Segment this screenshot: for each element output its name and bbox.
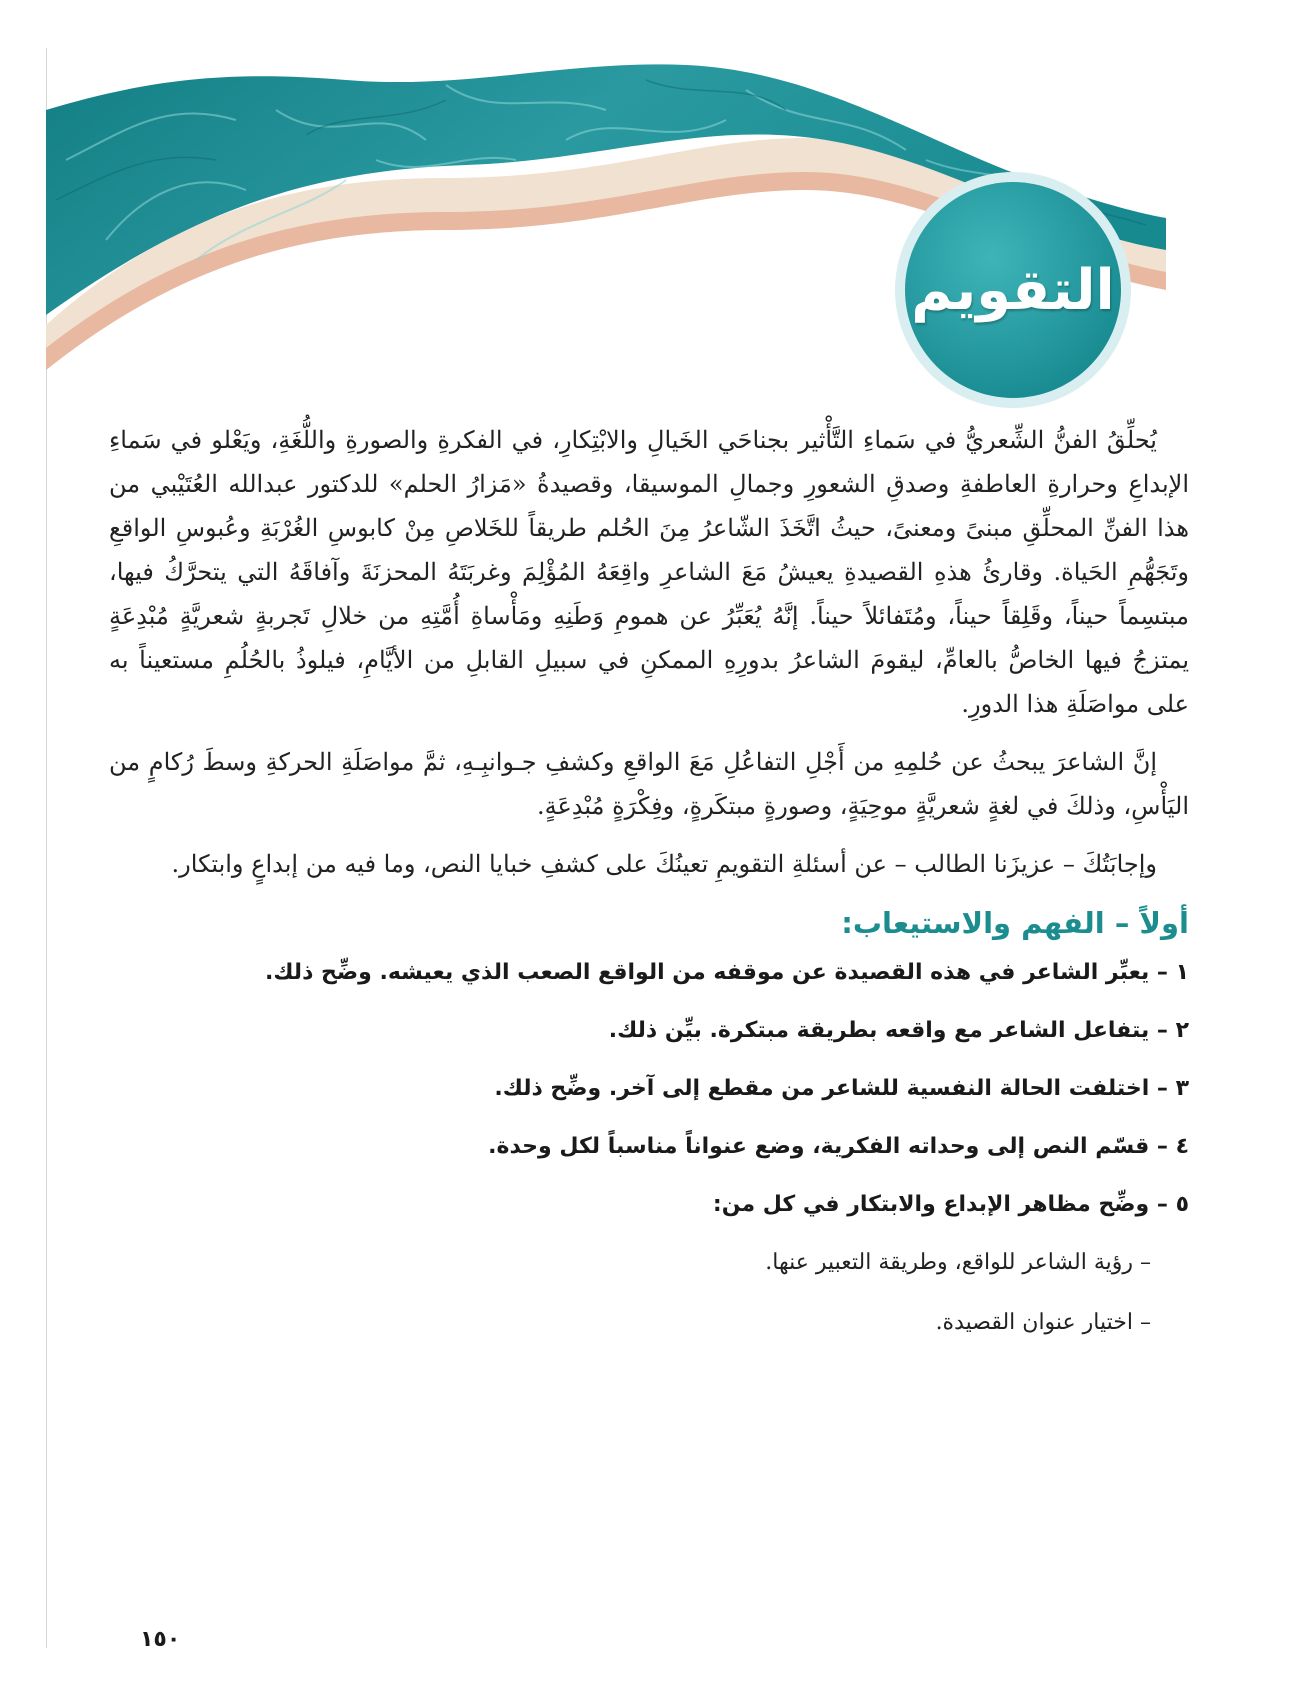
sub-item-2: – اختيار عنوان القصيدة. <box>935 1310 1151 1335</box>
question-1: ١ – يعبِّر الشاعر في هذه القصيدة عن موقفه من الواقع الصعب الذي يعيشه. وضِّح ذلك. <box>264 960 1189 985</box>
intro-paragraph-3: وإجابَتُكَ – عزيزَنا الطالب – عن أسئلةِ التقويمِ تعينُكَ على كشفِ خبايا النص، وما فيه من إبداعٍ وابتكار. <box>171 850 1157 878</box>
intro-paragraph-2: إنَّ الشاعرَ يبحثُ عن حُلمِهِ من أَجْلِ التفاعُلِ مَعَ الواقعِ وكشفِ جـوانبِـهِ، ثمَّ مواصَلَةِ الحركةِ وسطَ رُكامٍ من اليَأْسِ، وذلكَ في لغةٍ شعريَّةٍ موحِيَةٍ، وصورةٍ مبتكَرةٍ، وفِكْرَةٍ مُبْدِعَةٍ. <box>109 748 1189 820</box>
question-4: ٤ – قسّم النص إلى وحداته الفكرية، وضع عنواناً مناسباً لكل وحدة. <box>488 1134 1189 1159</box>
question-3: ٣ – اختلفت الحالة النفسية للشاعر من مقطع إلى آخر. وضِّح ذلك. <box>494 1076 1189 1101</box>
sub-item-1: – رؤية الشاعر للواقع، وطريقة التعبير عنها. <box>765 1250 1151 1275</box>
question-5: ٥ – وضِّح مظاهر الإبداع والابتكار في كل من: <box>712 1192 1189 1217</box>
question-5-sub-items <box>109 1248 1189 1338</box>
question-2: ٢ – يتفاعل الشاعر مع واقعه بطريقة مبتكرة. بيِّن ذلك. <box>608 1018 1189 1043</box>
intro-paragraph-1: يُحلِّقُ الفنُّ الشِّعريُّ في سَماءِ التَّأْثير بجناحَي الخَيالِ والابْتِكارِ، في الفكرةِ والصورةِ واللُّغَةِ، ويَعْلو في سَماءِ الإبداعِ وحرارةِ العاطفةِ وصدقِ الشعورِ وجمالِ الموسيقا، وقصيدةُ «مَزارُ الحلم» للدكتور عبدالله العُتَيْبي من هذا الفنِّ المحلِّقِ مبنىً ومعنىً، حيثُ اتَّخَذَ الشّاعرُ مِنَ الحُلم طريقاً للخَلاصِ مِنْ كابوسِ الغُرْبَةِ وعُبوسِ الواقعِ وتَجَهُّمِ الحَياة. وقارئُ هذهِ القصيدةِ يعيشُ مَعَ الشاعرِ واقِعَهُ المُؤْلِمَ وغربَتَهُ المحزنَةَ وآفاقَهُ التي يتحرَّكُ فيها، مبتسِماً حيناً، وقَلِقاً حيناً، ومُتَفائلاً حيناً. إنَّهُ يُعَبِّرُ عن همومِ وَطَنِهِ ومَأْساةِ أُمَّتِهِ من خلالِ تَجربةٍ شعريَّةٍ مُبْدِعَةٍ يمتزجُ فيها الخاصُّ بالعامِّ، ليقومَ الشاعرُ بدورِهِ الممكنِ في سبيلِ القابلِ من الأيَّامِ، فيلوذُ بالحُلُمِ مستعيناً به على مواصَلَةِ هذا الدورِ. <box>109 426 1189 718</box>
page-title: التقويم <box>911 257 1115 323</box>
page-number: ١٥٠ <box>140 1627 181 1652</box>
main-content <box>109 418 1189 1368</box>
questions-list <box>109 958 1189 1220</box>
section-heading-comprehension: أولاً – الفهم والاستيعاب: <box>841 906 1189 940</box>
